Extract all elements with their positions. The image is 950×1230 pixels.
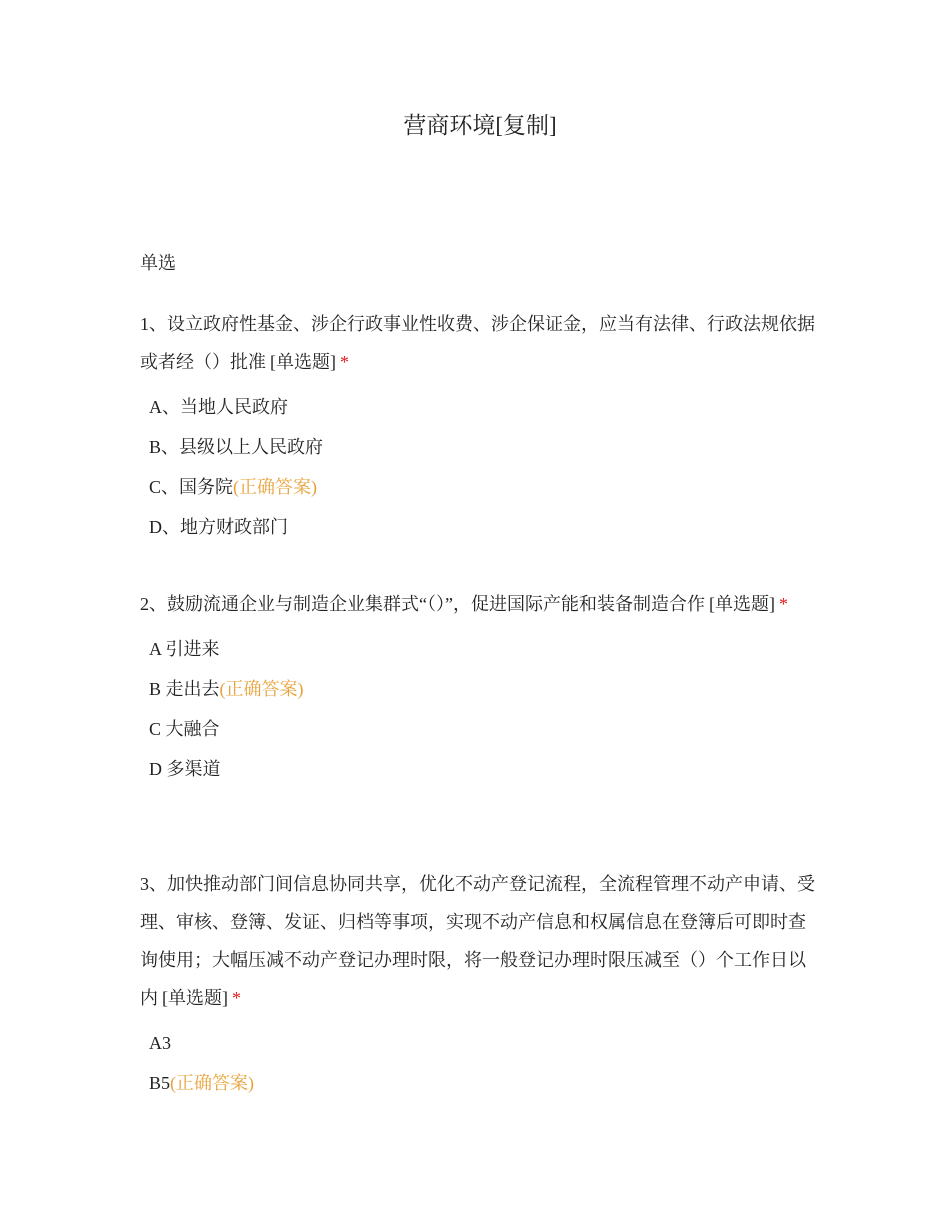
option-label: B 走出去 (149, 679, 220, 699)
option-d[interactable] (149, 749, 820, 789)
question-type-label: [单选题] (708, 594, 775, 614)
option-b[interactable] (149, 669, 820, 709)
option-b[interactable] (149, 1063, 820, 1103)
option-label: B5 (149, 1073, 171, 1093)
option-a[interactable] (149, 387, 820, 427)
option-c[interactable] (149, 467, 820, 507)
required-mark: * (778, 594, 788, 614)
option-a[interactable] (149, 1023, 820, 1063)
option-list (140, 1023, 820, 1103)
option-a[interactable] (149, 629, 820, 669)
question-stem (140, 305, 820, 381)
question-text: 3、加快推动部门间信息协同共享，优化不动产登记流程，全流程管理不动产申请、受理、审核、登簿、发证、归档等事项，实现不动产信息和权属信息在登簿后可即时查询使用；大幅压减不动产登记办理时限，将一般登记办理时限压减至（）个工作日以内 (140, 874, 815, 1008)
correct-answer-tag: (正确答案) (219, 679, 304, 699)
required-mark: * (232, 988, 241, 1008)
option-list (140, 629, 820, 789)
option-label: C、国务院 (149, 477, 234, 497)
question-type-label: [单选题] (270, 352, 336, 372)
question-2 (140, 585, 820, 789)
option-label: D、地方财政部门 (149, 517, 288, 537)
option-label: D 多渠道 (149, 759, 221, 779)
option-label: C 大融合 (149, 719, 220, 739)
question-3 (140, 865, 820, 1103)
option-label: A、当地人民政府 (149, 397, 288, 417)
option-label: A 引进来 (149, 639, 220, 659)
option-list (140, 387, 820, 547)
question-stem (140, 585, 820, 623)
question-text: 2、鼓励流通企业与制造企业集群式“（）”，促进国际产能和装备制造合作 (140, 594, 705, 614)
question-text: 1、设立政府性基金、涉企行政事业性收费、涉企保证金，应当有法律、行政法规依据或者经（）批准 (140, 314, 815, 372)
option-label: A3 (149, 1033, 171, 1053)
section-label: 单选 (140, 253, 176, 273)
correct-answer-tag: (正确答案) (170, 1073, 255, 1093)
question-1 (140, 305, 820, 547)
question-stem (140, 865, 820, 1017)
option-d[interactable] (149, 507, 820, 547)
required-mark: * (340, 352, 349, 372)
correct-answer-tag: (正确答案) (233, 477, 318, 497)
question-type-label: [单选题] (162, 988, 228, 1008)
option-b[interactable] (149, 427, 820, 467)
page-title: 营商环境[复制] (403, 113, 557, 138)
option-c[interactable] (149, 709, 820, 749)
option-label: B、县级以上人民政府 (149, 437, 324, 457)
